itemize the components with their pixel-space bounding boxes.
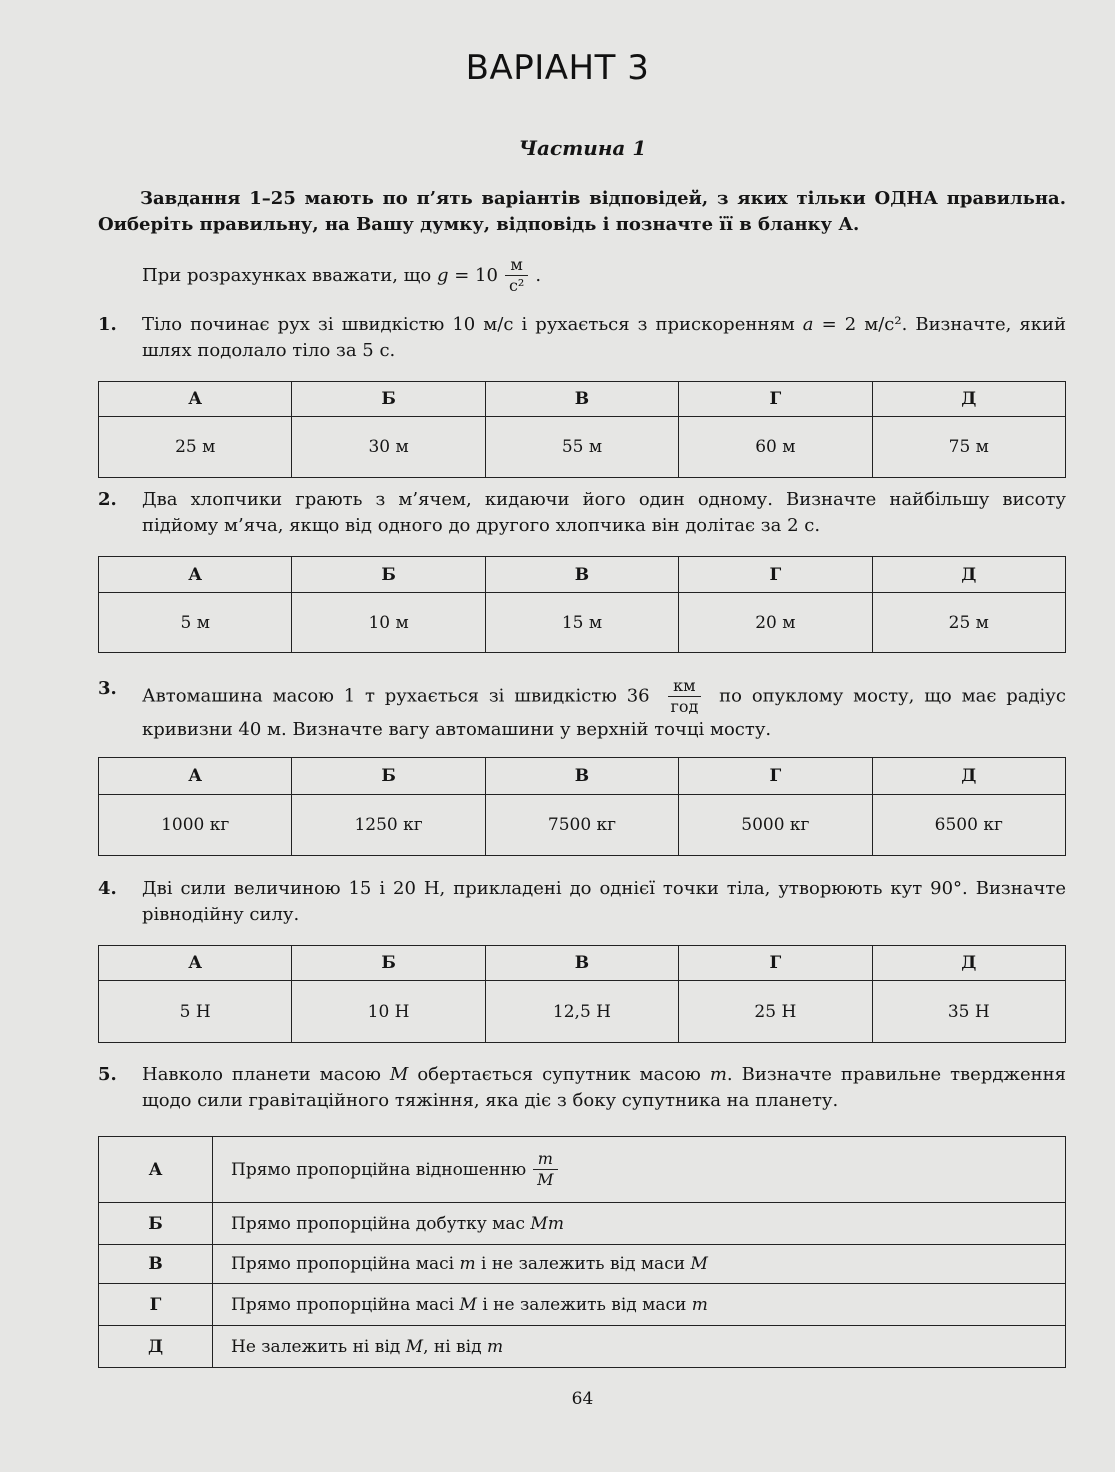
question-text-part: . Визначте правильне твердження щодо сили гравітаційного тяжіння, яка діє з боку супутника на планету. xyxy=(142,1064,1066,1111)
option-letter: В xyxy=(485,557,678,593)
gravity-unit-fraction xyxy=(504,255,529,296)
option-letter: Г xyxy=(679,382,872,417)
option-row-d xyxy=(99,1326,1066,1368)
question-text-part: Автомашина масою 1 т рухається зі швидкістю 36 xyxy=(142,685,650,707)
option-text-part: і не залежить від маси xyxy=(482,1294,687,1315)
gravity-var: g xyxy=(436,265,449,286)
option-text-part: , ні від xyxy=(423,1336,482,1357)
question-variable: a xyxy=(802,314,814,335)
fraction-denominator: год xyxy=(670,697,699,716)
option-letter: Г xyxy=(679,946,872,981)
option-row-b xyxy=(99,1203,1066,1245)
option-letter: А xyxy=(99,758,292,795)
answer-header-row xyxy=(99,382,1066,417)
option-text-part: Не залежить ні від xyxy=(231,1336,401,1357)
option-value: 15 м xyxy=(485,593,678,653)
answer-header-row xyxy=(99,557,1066,593)
option-letter: Д xyxy=(872,557,1065,593)
fraction-denominator: с² xyxy=(508,276,525,295)
variant-title: ВАРІАНТ 3 xyxy=(465,48,650,88)
option-letter: А xyxy=(99,1137,213,1203)
question-4 xyxy=(98,876,1066,928)
question-variable: M xyxy=(389,1064,409,1085)
answer-table-2 xyxy=(98,556,1066,653)
option-variable: M xyxy=(690,1254,708,1274)
option-row-v xyxy=(99,1245,1066,1284)
option-value: 6500 кг xyxy=(872,795,1065,856)
fraction-denominator: M xyxy=(537,1170,554,1189)
question-text xyxy=(142,1062,1066,1114)
answer-table-5 xyxy=(98,1136,1066,1368)
question-variable: m xyxy=(709,1064,727,1085)
question-text: Два хлопчики грають з м’ячем, кидаючи його один одному. Визначте найбільшу висоту підйому м’яча, якщо від одного до другого хлопчика він долітає за 2 с. xyxy=(142,489,1066,536)
gravity-note-prefix: При розрахунках вважати, що xyxy=(142,265,432,286)
option-value: 1000 кг xyxy=(99,795,292,856)
question-number: 1. xyxy=(98,314,117,335)
option-variable: m xyxy=(459,1254,476,1274)
option-value: 1250 кг xyxy=(292,795,485,856)
answer-values-row xyxy=(99,981,1066,1043)
question-text-part: Навколо планети масою xyxy=(142,1064,381,1085)
option-text-part: Прямо пропорційна відношенню xyxy=(231,1159,527,1180)
mass-ratio-fraction xyxy=(532,1149,558,1190)
answer-table-4 xyxy=(98,945,1066,1043)
question-text-part: = 2 м/с². Визначте, який шлях подолало тіло за 5 с. xyxy=(142,314,1066,361)
option-value: 7500 кг xyxy=(485,795,678,856)
option-letter: Д xyxy=(872,382,1065,417)
option-letter: В xyxy=(485,382,678,417)
option-text-part: Прямо пропорційна масі xyxy=(231,1294,455,1315)
option-letter: Б xyxy=(292,382,485,417)
option-variable: M xyxy=(459,1294,477,1315)
option-text xyxy=(213,1203,1066,1245)
option-text-part: Прямо пропорційна добутку мас xyxy=(231,1213,526,1234)
option-letter: А xyxy=(99,382,292,417)
option-value: 5 Н xyxy=(99,981,292,1043)
option-value: 35 Н xyxy=(872,981,1065,1043)
option-letter: Г xyxy=(679,557,872,593)
option-row-a xyxy=(99,1137,1066,1203)
question-number: 4. xyxy=(98,878,117,899)
option-value: 30 м xyxy=(292,417,485,478)
option-text-part: Прямо пропорційна масі xyxy=(231,1254,455,1274)
option-value: 12,5 Н xyxy=(485,981,678,1043)
answer-values-row xyxy=(99,795,1066,856)
fraction-numerator: км xyxy=(668,676,700,697)
option-letter: Д xyxy=(872,946,1065,981)
option-variable: M xyxy=(405,1336,424,1357)
option-variable: m xyxy=(486,1336,504,1357)
question-text-part: Тіло починає рух зі швидкістю 10 м/с і рухається з прискоренням xyxy=(142,314,795,335)
option-value: 10 Н xyxy=(292,981,485,1043)
question-text-part: по опуклому мосту, що має радіус кривизни 40 м. Визначте вагу автомашини у верхній точці мосту. xyxy=(142,685,1066,740)
option-value: 5000 кг xyxy=(679,795,872,856)
question-3 xyxy=(98,676,1066,743)
option-letter: А xyxy=(99,946,292,981)
page-number: 64 xyxy=(571,1389,594,1409)
option-value: 25 м xyxy=(99,417,292,478)
option-text-part: і не залежить від маси xyxy=(481,1254,686,1274)
answer-values-row xyxy=(99,417,1066,478)
question-2 xyxy=(98,487,1066,539)
option-value: 20 м xyxy=(679,593,872,653)
question-1 xyxy=(98,312,1066,364)
option-letter: Б xyxy=(292,946,485,981)
gravity-note xyxy=(142,255,541,296)
question-5 xyxy=(98,1062,1066,1114)
option-variable: m xyxy=(691,1294,708,1315)
part-title: Частина 1 xyxy=(518,136,647,160)
option-letter: Б xyxy=(292,758,485,795)
option-letter: А xyxy=(99,557,292,593)
option-letter: В xyxy=(99,1245,213,1284)
option-text xyxy=(213,1326,1066,1368)
speed-unit-fraction xyxy=(665,676,703,717)
option-value: 25 м xyxy=(872,593,1065,653)
fraction-numerator: м xyxy=(505,255,527,276)
answer-table-1 xyxy=(98,381,1066,478)
answer-header-row xyxy=(99,946,1066,981)
answer-values-row xyxy=(99,593,1066,653)
question-number: 5. xyxy=(98,1064,117,1085)
option-letter: Б xyxy=(292,557,485,593)
option-letter: Д xyxy=(872,758,1065,795)
option-letter: Г xyxy=(99,1284,213,1326)
question-number: 2. xyxy=(98,489,117,510)
option-text xyxy=(213,1245,1066,1284)
question-text-part: обертається супутник масою xyxy=(417,1064,701,1085)
question-number: 3. xyxy=(98,678,117,699)
answer-table-3 xyxy=(98,757,1066,856)
option-value: 75 м xyxy=(872,417,1065,478)
option-text xyxy=(213,1137,1066,1203)
option-text xyxy=(213,1284,1066,1326)
question-text xyxy=(142,676,1066,743)
gravity-eq: = 10 xyxy=(454,265,498,286)
option-letter: Д xyxy=(99,1326,213,1368)
option-value: 25 Н xyxy=(679,981,872,1043)
instructions: Завдання 1–25 мають по п’ять варіантів відповідей, з яких тільки ОДНА правильна. Оиберіть правильну, на Вашу думку, відповідь і позначте її в бланку А. xyxy=(98,188,1066,235)
option-letter: В xyxy=(485,946,678,981)
option-value: 5 м xyxy=(99,593,292,653)
fraction-numerator: m xyxy=(533,1149,558,1170)
option-letter: В xyxy=(485,758,678,795)
option-value: 60 м xyxy=(679,417,872,478)
question-text: Дві сили величиною 15 і 20 Н, прикладені до однієї точки тіла, утворюють кут 90°. Визначте рівнодійну силу. xyxy=(142,878,1066,925)
option-value: 10 м xyxy=(292,593,485,653)
option-row-g xyxy=(99,1284,1066,1326)
gravity-note-suffix: . xyxy=(535,265,542,286)
option-letter: Г xyxy=(679,758,872,795)
option-value: 55 м xyxy=(485,417,678,478)
option-variable: Mm xyxy=(530,1213,564,1234)
answer-header-row xyxy=(99,758,1066,795)
option-letter: Б xyxy=(99,1203,213,1245)
question-text xyxy=(142,312,1066,364)
